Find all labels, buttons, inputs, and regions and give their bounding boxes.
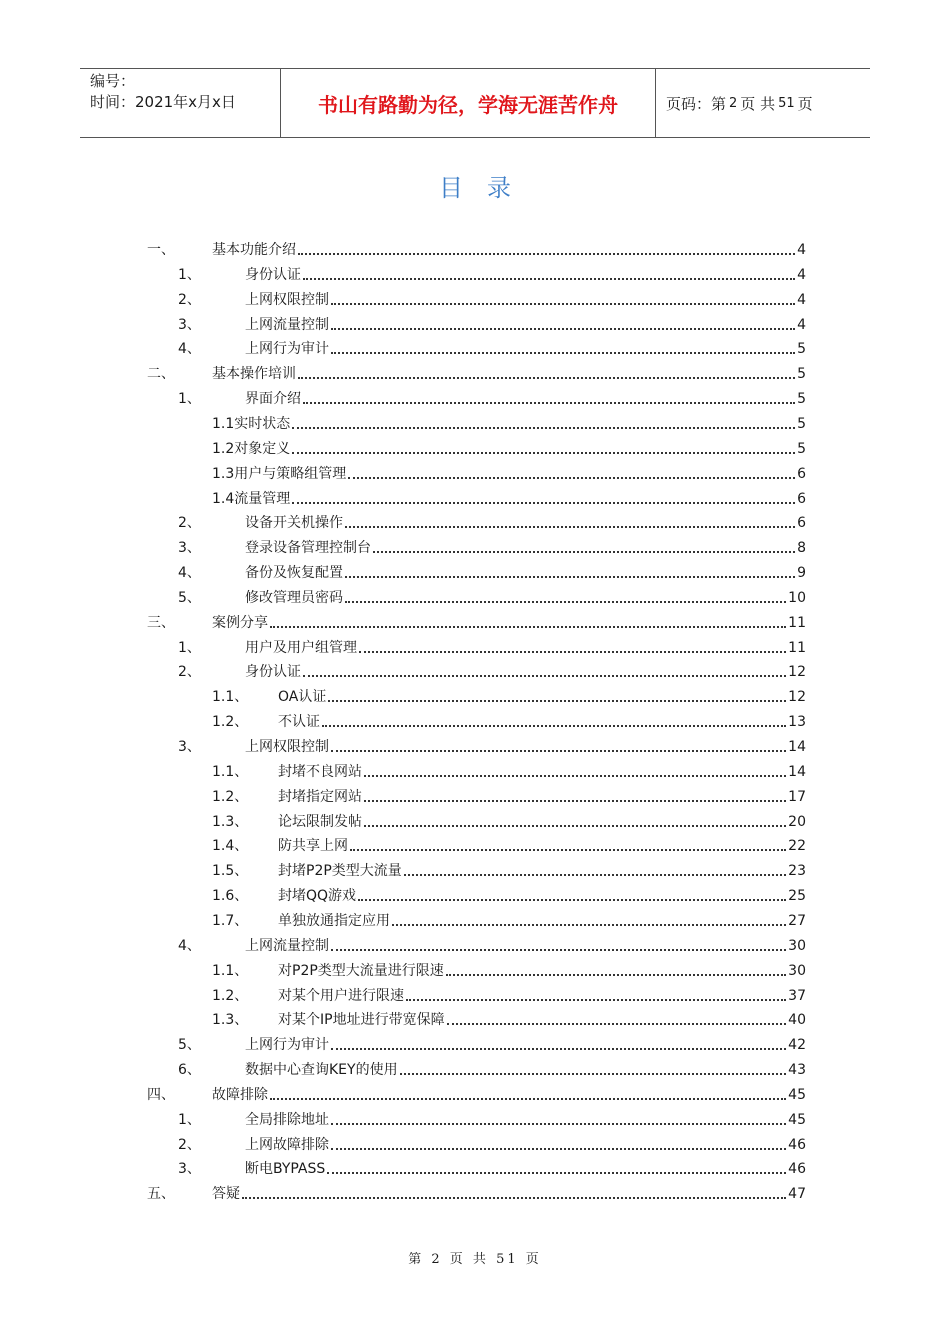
toc-entry[interactable] (178, 933, 806, 955)
toc-entry-page: 14 (788, 739, 806, 755)
toc-entry-label: 封堵QQ游戏 (278, 888, 357, 905)
time-label: 时间：2021年x月x日 (90, 93, 236, 111)
toc-entry-label: 备份及恢复配置 (245, 565, 343, 582)
toc-leader-dots (404, 873, 786, 876)
toc-leader-dots (364, 824, 786, 827)
toc-entry-page: 30 (788, 962, 806, 979)
toc-entry-page: 12 (788, 664, 806, 681)
toc-entry-label: 对某个用户进行限速 (278, 987, 404, 1004)
toc-entry[interactable] (178, 1032, 806, 1054)
toc-leader-dots (331, 1147, 786, 1150)
toc-entry-number: 3、 (178, 540, 201, 557)
page-info-total: 51 (778, 95, 795, 111)
toc-entry-label: 防共享上网 (278, 838, 348, 855)
toc-entry-page: 12 (788, 689, 806, 706)
toc-entry-number: 3、 (178, 316, 201, 333)
footer-prefix: 第 (408, 1252, 425, 1267)
toc-leader-dots (331, 1122, 786, 1125)
toc-leader-dots (298, 376, 795, 379)
toc-entry-page: 6 (797, 515, 806, 532)
toc-entry[interactable] (212, 436, 806, 458)
toc-entry-label: 上网流量控制 (245, 316, 329, 333)
page-info-num: 2 (729, 95, 738, 111)
toc-entry-number: 2、 (178, 664, 201, 681)
toc-entry-number: 4、 (178, 341, 201, 358)
toc-entry-page: 20 (788, 813, 806, 830)
toc-entry-label: 上网流量控制 (245, 937, 329, 954)
toc-entry[interactable] (212, 486, 806, 508)
toc-leader-dots (303, 674, 786, 677)
toc-entry[interactable] (178, 1156, 806, 1178)
toc-entry-page: 40 (788, 1012, 806, 1029)
footer-suffix: 页 (525, 1252, 542, 1267)
toc-entry-label: 数据中心查询KEY的使用 (245, 1062, 398, 1079)
toc-leader-dots (331, 302, 795, 305)
toc-entry[interactable] (178, 336, 806, 358)
toc-entry[interactable] (212, 833, 806, 855)
toc-entry-number: 6、 (178, 1062, 201, 1079)
toc-leader-dots (364, 799, 786, 802)
toc-entry[interactable] (212, 858, 806, 880)
toc-leader-dots (331, 327, 795, 330)
toc-entry-number: 1.1、 (212, 962, 249, 979)
toc-entry-page: 47 (788, 1186, 806, 1203)
toc-entry[interactable] (212, 784, 806, 806)
number-label: 编号： (90, 72, 136, 90)
toc-entry-page: 23 (788, 863, 806, 880)
toc-entry-label: 对P2P类型大流量进行限速 (278, 962, 444, 979)
toc-entry-number: 2、 (178, 291, 201, 308)
toc-entry-page: 14 (788, 763, 806, 780)
toc-leader-dots (348, 476, 795, 479)
toc-entry-number: 二、 (147, 366, 175, 383)
toc-entry[interactable] (178, 312, 806, 334)
toc-leader-dots (373, 550, 795, 553)
header-motto: 书山有路勤为径，学海无涯苦作舟 (280, 69, 656, 137)
toc-entry-label: 界面介绍 (245, 391, 301, 408)
toc-entry[interactable] (147, 237, 806, 259)
toc-entry[interactable] (212, 1007, 806, 1029)
page-header (80, 68, 870, 138)
toc-entry-number: 5、 (178, 1037, 201, 1054)
toc-entry[interactable] (178, 585, 806, 607)
toc-entry[interactable] (178, 560, 806, 582)
toc-entry-number: 4、 (178, 565, 201, 582)
toc-entry-label: OA认证 (278, 689, 327, 706)
toc-entry-page: 46 (788, 1161, 806, 1178)
toc-entry[interactable] (178, 734, 806, 756)
toc-entry[interactable] (212, 684, 806, 706)
page-info-prefix: 页码：第 (666, 94, 727, 113)
toc-entry-page: 8 (797, 540, 806, 557)
toc-entry[interactable] (178, 1107, 806, 1129)
toc-entry-number: 1.1、 (212, 763, 249, 780)
page-info-suffix: 页 (797, 94, 813, 113)
footer-page-num: 2 (431, 1252, 443, 1267)
toc-leader-dots (292, 426, 795, 429)
toc-entry-label: 登录设备管理控制台 (245, 540, 371, 557)
toc-leader-dots (406, 998, 786, 1001)
toc-entry[interactable] (212, 709, 806, 731)
toc-entry[interactable] (178, 1057, 806, 1079)
toc-entry-number: 1.5、 (212, 863, 249, 880)
toc-entry-page: 5 (797, 440, 806, 457)
toc-entry-label: 1.2对象定义 (212, 440, 291, 457)
toc-entry-label: 修改管理员密码 (245, 589, 343, 606)
toc-entry-label: 单独放通指定应用 (278, 912, 390, 929)
toc-entry-label: 1.1实时状态 (212, 415, 291, 432)
page-info-mid: 页 共 (740, 94, 776, 113)
toc-entry-page: 9 (797, 565, 806, 582)
header-page-info (656, 69, 870, 137)
toc-entry-page: 22 (788, 838, 806, 855)
toc-entry-label: 案例分享 (212, 614, 268, 631)
toc-leader-dots (447, 1022, 787, 1025)
toc-entry-label: 1.3用户与策略组管理 (212, 465, 347, 482)
toc-leader-dots (331, 948, 786, 951)
toc-entry-number: 1.2、 (212, 714, 249, 731)
toc-entry-page: 5 (797, 341, 806, 358)
toc-leader-dots (345, 600, 786, 603)
toc-leader-dots (303, 277, 795, 280)
toc-entry-label: 基本功能介绍 (212, 242, 296, 258)
toc-entry-page: 42 (788, 1037, 806, 1054)
toc-entry-page: 5 (797, 391, 806, 408)
toc-entry[interactable] (212, 461, 806, 483)
toc-entry-number: 1.6、 (212, 888, 249, 905)
toc-entry-number: 1、 (178, 391, 201, 408)
toc-entry-page: 4 (797, 316, 806, 333)
toc-leader-dots (350, 848, 786, 851)
toc-entry-label: 封堵不良网站 (278, 763, 362, 780)
toc-leader-dots (345, 575, 795, 578)
toc-entry-page: 5 (797, 415, 806, 432)
toc-entry-page: 4 (797, 291, 806, 308)
toc-entry-label: 设备开关机操作 (245, 515, 343, 532)
toc-leader-dots (331, 749, 786, 752)
page-footer (0, 1248, 950, 1267)
toc-leader-dots (359, 650, 786, 653)
toc-entry-label: 基本操作培训 (212, 366, 296, 383)
toc-entry-page: 13 (788, 714, 806, 731)
toc-leader-dots (331, 351, 795, 354)
toc-entry[interactable] (178, 1132, 806, 1154)
toc-entry-label: 上网权限控制 (245, 739, 329, 755)
toc-entry-page: 5 (797, 366, 806, 383)
toc-entry-number: 1.7、 (212, 912, 249, 929)
toc-entry-label: 上网权限控制 (245, 291, 329, 308)
toc-entry-label: 论坛限制发帖 (278, 813, 362, 830)
toc-entry-number: 1.1、 (212, 689, 249, 706)
toc-entry[interactable] (178, 535, 806, 557)
toc-entry-page: 45 (788, 1086, 806, 1103)
toc-entry[interactable] (178, 262, 806, 284)
toc-entry-number: 2、 (178, 515, 201, 532)
toc-entry-label: 1.4流量管理 (212, 490, 291, 507)
toc-entry-page: 11 (788, 614, 806, 631)
toc-entry-label: 不认证 (278, 714, 320, 731)
toc-entry-number: 5、 (178, 589, 201, 606)
toc-entry-page: 45 (788, 1111, 806, 1128)
toc-entry-label: 封堵指定网站 (278, 788, 362, 805)
toc-entry-number: 3、 (178, 739, 201, 755)
toc-entry-page: 4 (797, 266, 806, 283)
toc-entry-page: 6 (797, 490, 806, 507)
toc-entry-number: 一、 (147, 242, 175, 258)
toc-entry-label: 封堵P2P类型大流量 (278, 863, 402, 880)
toc-entry-number: 4、 (178, 937, 201, 954)
toc-leader-dots (358, 898, 786, 901)
toc-entry-label: 答疑 (212, 1186, 240, 1203)
toc-entry-label: 上网行为审计 (245, 341, 329, 358)
toc-entry-number: 1、 (178, 1111, 201, 1128)
toc-entry-label: 对某个IP地址进行带宽保障 (278, 1012, 445, 1029)
toc-entry-label: 断电BYPASS (245, 1161, 326, 1178)
toc-leader-dots (298, 252, 795, 255)
toc-leader-dots (364, 774, 786, 777)
toc-leader-dots (345, 525, 795, 528)
toc-entry-label: 用户及用户组管理 (245, 639, 357, 656)
toc-entry[interactable] (212, 908, 806, 930)
toc-entry-page: 11 (788, 639, 806, 656)
toc-entry[interactable] (147, 1181, 806, 1203)
toc-entry-number: 1.4、 (212, 838, 249, 855)
toc-entry[interactable] (147, 1082, 806, 1104)
toc-entry[interactable] (178, 635, 806, 657)
toc-leader-dots (292, 451, 795, 454)
toc-entry[interactable] (147, 361, 806, 383)
toc-entry[interactable] (212, 883, 806, 905)
toc-leader-dots (303, 401, 795, 404)
toc-entry-number: 1.3、 (212, 813, 249, 830)
toc-entry-number: 四、 (147, 1086, 175, 1103)
toc-entry-label: 上网行为审计 (245, 1037, 329, 1054)
footer-total: 51 (496, 1252, 519, 1267)
toc-leader-dots (327, 1171, 786, 1174)
toc-entry[interactable] (178, 659, 806, 681)
toc-entry-page: 46 (788, 1136, 806, 1153)
toc-leader-dots (242, 1196, 786, 1199)
toc-entry-page: 25 (788, 888, 806, 905)
toc-leader-dots (392, 923, 786, 926)
toc-entry-number: 1、 (178, 639, 201, 656)
toc-leader-dots (270, 625, 786, 628)
toc-entry-page: 37 (788, 987, 806, 1004)
toc-entry-number: 1、 (178, 266, 201, 283)
toc-entry-page: 17 (788, 788, 806, 805)
toc-leader-dots (446, 973, 786, 976)
toc-leader-dots (400, 1072, 787, 1075)
toc-entry[interactable] (178, 386, 806, 408)
toc-entry-page: 27 (788, 912, 806, 929)
toc-entry[interactable] (147, 610, 806, 632)
toc-entry[interactable] (178, 510, 806, 532)
toc-leader-dots (270, 1097, 786, 1100)
toc-entry-page: 43 (788, 1062, 806, 1079)
toc-entry[interactable] (212, 958, 806, 980)
toc-entry-number: 1.2、 (212, 987, 249, 1004)
toc-entry[interactable] (212, 983, 806, 1005)
toc-entry[interactable] (212, 411, 806, 433)
toc-entry-number: 1.2、 (212, 788, 249, 805)
toc-entry-page: 4 (797, 242, 806, 258)
toc-entry-page: 6 (797, 465, 806, 482)
toc-entry-label: 身份认证 (245, 664, 301, 681)
toc-entry-page: 30 (788, 937, 806, 954)
toc-entry-label: 故障排除 (212, 1086, 268, 1103)
toc-entry-label: 上网故障排除 (245, 1136, 329, 1153)
toc-entry-page: 10 (788, 589, 806, 606)
toc-entry-number: 三、 (147, 614, 175, 631)
toc-entry[interactable] (178, 287, 806, 309)
toc-leader-dots (331, 1047, 786, 1050)
toc-entry-number: 1.3、 (212, 1012, 249, 1029)
toc-leader-dots (328, 699, 786, 702)
toc-entry-number: 2、 (178, 1136, 201, 1153)
header-meta (80, 69, 280, 137)
toc-leader-dots (322, 724, 786, 727)
toc-entry-label: 身份认证 (245, 266, 301, 283)
footer-mid: 页 共 (449, 1252, 489, 1267)
toc-entry-label: 全局排除地址 (245, 1111, 329, 1128)
toc-leader-dots (292, 501, 795, 504)
toc-entry-number: 3、 (178, 1161, 201, 1178)
toc-entry[interactable] (212, 809, 806, 831)
toc-entry-number: 五、 (147, 1186, 175, 1203)
toc-entry[interactable] (212, 759, 806, 781)
toc-title: 目录 (439, 174, 535, 202)
